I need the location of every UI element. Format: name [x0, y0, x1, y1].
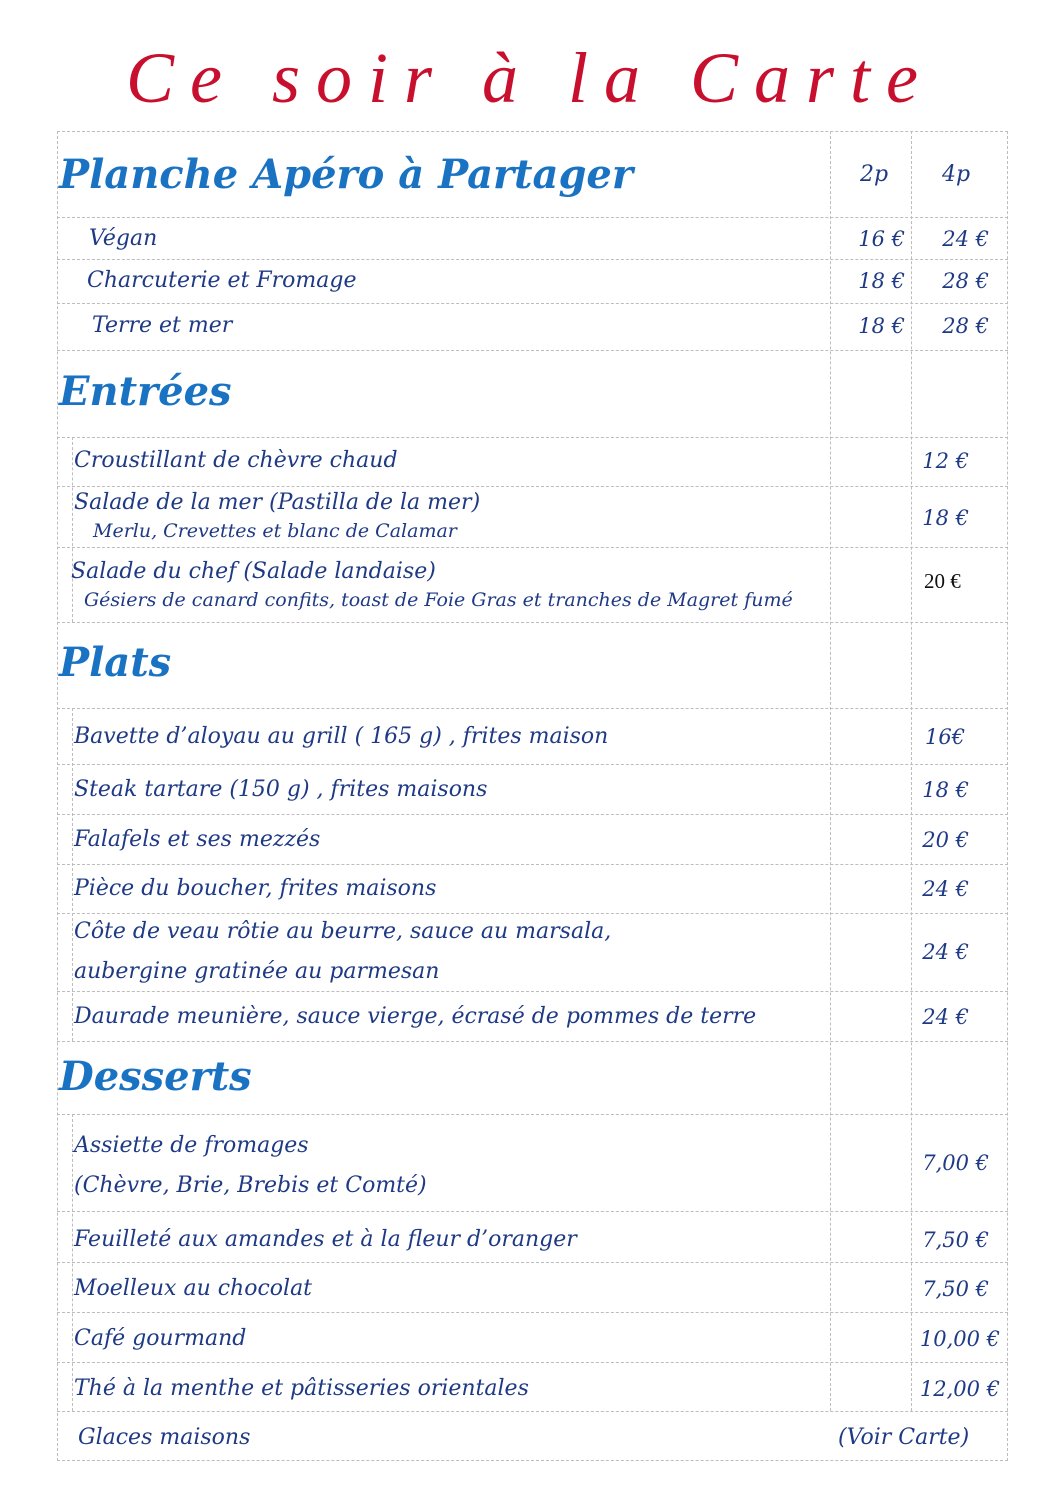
apero-item-price-2p: 18 €	[858, 269, 905, 293]
dessert-item-name: Moelleux au chocolat	[74, 1276, 313, 1301]
section-title-desserts: Desserts	[59, 1053, 252, 1100]
entree-item-name: Salade de la mer (Pastilla de la mer)	[74, 490, 481, 515]
section-title-apero: Planche Apéro à Partager	[59, 151, 633, 198]
column-divider	[911, 131, 912, 1411]
plat-item-name: Pièce du boucher, frites maisons	[74, 876, 437, 901]
row-divider	[57, 1312, 1008, 1313]
row-divider	[57, 864, 1008, 865]
plat-item-price: 24 €	[922, 877, 969, 901]
column-header-2p: 2p	[860, 162, 889, 187]
row-divider	[57, 547, 1008, 548]
row-divider	[57, 764, 1008, 765]
dessert-item-name: Assiette de fromages	[74, 1133, 309, 1158]
plat-item-name: Bavette d’aloyau au grill ( 165 g) , frites maison	[74, 724, 609, 749]
plat-item-name: Côte de veau rôtie au beurre, sauce au marsala,	[74, 919, 612, 944]
entree-item-detail: Gésiers de canard confits, toast de Foie Gras et tranches de Magret fumé	[84, 589, 793, 611]
plat-item-price: 20 €	[922, 828, 969, 852]
entree-item-name: Croustillant de chèvre chaud	[74, 448, 398, 473]
dessert-item-name: Thé à la menthe et pâtisseries orientales	[74, 1376, 529, 1401]
apero-item-price-2p: 18 €	[858, 314, 905, 338]
column-divider	[830, 131, 831, 1411]
entree-item-name: Salade du chef (Salade landaise)	[71, 559, 436, 584]
dessert-item-price: 7,50 €	[922, 1228, 989, 1252]
dessert-item-price: 7,00 €	[922, 1151, 989, 1175]
row-divider	[57, 991, 1008, 992]
row-divider	[57, 622, 1008, 623]
indent-divider	[72, 437, 73, 622]
row-divider	[57, 1262, 1008, 1263]
row-divider	[57, 1041, 1008, 1042]
plat-item-name: Steak tartare (150 g) , frites maisons	[74, 777, 488, 802]
dessert-item-price: 7,50 €	[922, 1277, 989, 1301]
apero-item-name: Végan	[89, 226, 158, 251]
plat-item-name: Daurade meunière, sauce vierge, écrasé de pommes de terre	[74, 1004, 757, 1029]
dessert-item-price: 10,00 €	[919, 1327, 1000, 1351]
entree-item-price: 20 €	[924, 569, 961, 593]
row-divider	[57, 259, 1008, 260]
row-divider	[57, 303, 1008, 304]
row-divider	[57, 814, 1008, 815]
entree-item-price: 12 €	[922, 449, 969, 473]
row-divider	[57, 1411, 1008, 1412]
row-divider	[57, 486, 1008, 487]
plat-item-price: 18 €	[922, 778, 969, 802]
row-divider	[57, 913, 1008, 914]
apero-item-price-4p: 28 €	[942, 314, 989, 338]
row-divider	[57, 708, 1008, 709]
dessert-item-price: 12,00 €	[919, 1377, 1000, 1401]
plat-item-name: Falafels et ses mezzés	[74, 827, 321, 852]
apero-item-price-2p: 16 €	[858, 227, 905, 251]
row-divider	[57, 1362, 1008, 1363]
row-divider	[57, 350, 1008, 351]
dessert-item-name: Feuilleté aux amandes et à la fleur d’oranger	[74, 1227, 577, 1252]
dessert-item-name: Café gourmand	[74, 1326, 247, 1351]
plat-item-price: 24 €	[922, 1005, 969, 1029]
row-divider	[57, 437, 1008, 438]
entree-item-detail: Merlu, Crevettes et blanc de Calamar	[93, 520, 457, 542]
plat-item-price: 24 €	[922, 940, 969, 964]
apero-item-name: Charcuterie et Fromage	[87, 268, 357, 293]
dessert-item-price: (Voir Carte)	[838, 1425, 970, 1450]
entree-item-price: 18 €	[922, 506, 969, 530]
row-divider	[57, 1211, 1008, 1212]
row-divider	[57, 1114, 1008, 1115]
menu-title: Ce soir à la Carte	[125, 38, 935, 118]
apero-item-price-4p: 28 €	[942, 269, 989, 293]
dessert-item-detail: (Chèvre, Brie, Brebis et Comté)	[74, 1173, 427, 1198]
dessert-item-name: Glaces maisons	[78, 1425, 251, 1450]
apero-item-name: Terre et mer	[92, 313, 233, 338]
section-title-entrees: Entrées	[59, 368, 232, 415]
row-divider	[57, 217, 1008, 218]
plat-item-detail: aubergine gratinée au parmesan	[74, 959, 440, 984]
section-title-plats: Plats	[59, 639, 172, 686]
column-header-4p: 4p	[942, 162, 971, 187]
apero-item-price-4p: 24 €	[942, 227, 989, 251]
plat-item-price: 16€	[925, 725, 966, 749]
